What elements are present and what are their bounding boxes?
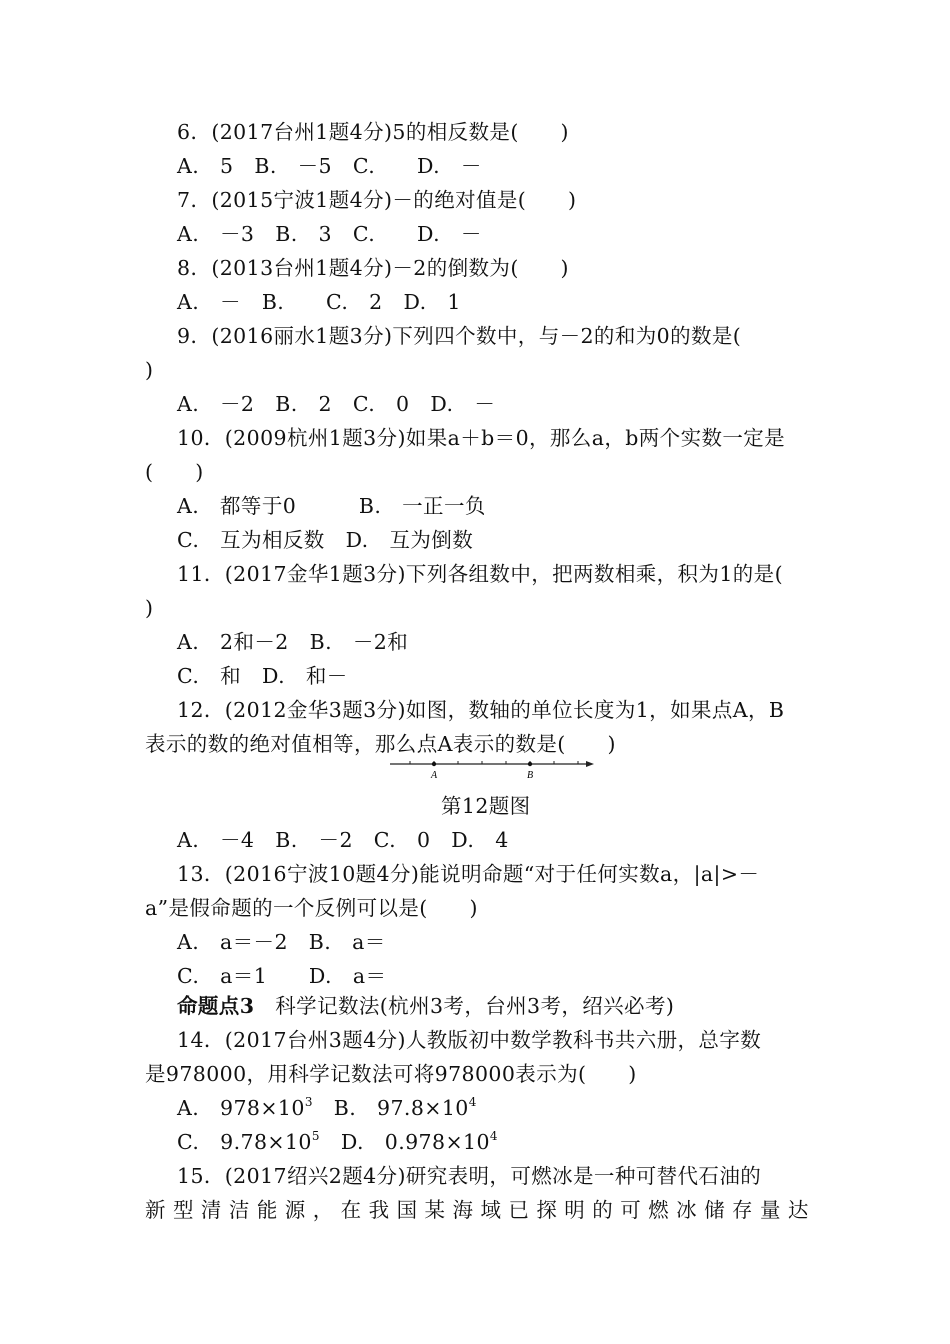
section-heading: [177, 989, 674, 1023]
number-line-figure: [388, 756, 598, 780]
point-b-dot: [528, 762, 532, 766]
q15-line2: [145, 1193, 809, 1227]
text-line: ): [145, 358, 154, 382]
text-line: 8．(2013台州1题4分)－2的倒数为( ): [177, 256, 569, 280]
point-b-label: B: [527, 770, 534, 780]
q14-line2: 是978000，用科学记数法可将978000表示为( ): [145, 1062, 637, 1086]
q15-char: 的: [592, 1198, 614, 1222]
q14-option-a-exp: 3: [304, 1095, 313, 1109]
text-line: A. － B. C. 2 D. 1: [177, 290, 461, 314]
q14-option-d-exp: 4: [489, 1129, 498, 1143]
q14-option-c-exp: 5: [311, 1129, 320, 1143]
text-line: 7．(2015宁波1题4分)－的绝对值是( ): [177, 188, 577, 212]
q14-option-c: C. 9.78×10: [177, 1130, 312, 1154]
text-line: A. 5 B. －5 C. D. －: [177, 154, 482, 178]
text-line: 11．(2017金华1题3分)下列各组数中，把两数相乘，积为1的是(: [177, 562, 783, 586]
q15-char: 储: [704, 1198, 725, 1222]
q15-char: 我: [368, 1198, 390, 1222]
q15-char: 清: [200, 1198, 222, 1222]
text-line: A. a＝－2 B. a＝: [177, 930, 386, 954]
q14-option-b: B. 97.8×10: [312, 1096, 469, 1120]
q15-char: 探: [536, 1198, 558, 1222]
section-label: 命题点3: [177, 994, 255, 1018]
q15-char: 能: [256, 1198, 278, 1222]
q14-option-b-exp: 4: [468, 1095, 477, 1109]
axis-arrow: [586, 761, 594, 767]
q14-option-a: A. 978×10: [177, 1096, 305, 1120]
text-line: 13．(2016宁波10题4分)能说明命题“对于任何实数a，|a|>－: [177, 862, 760, 886]
q15-char: 冰: [676, 1198, 698, 1222]
point-a-dot: [432, 762, 436, 766]
text-line: 6．(2017台州1题4分)5的相反数是( ): [177, 120, 569, 144]
text-line: A. －4 B. －2 C. 0 D. 4: [177, 828, 509, 852]
q15-char: ，: [312, 1198, 334, 1222]
q15-char: 域: [480, 1198, 502, 1222]
q15-char: 洁: [228, 1198, 250, 1222]
q14-options-ab: [177, 1091, 477, 1128]
q15-char: 燃: [648, 1198, 670, 1222]
q15-char: 在: [340, 1198, 362, 1222]
q15-char: 明: [564, 1198, 586, 1222]
text-line: 表示的数的绝对值相等，那么点A表示的数是( ): [145, 732, 616, 756]
q14-option-d: D. 0.978×10: [319, 1130, 490, 1154]
text-line: C. 互为相反数 D. 互为倒数: [177, 528, 474, 552]
text-line: A. 2和－2 B. －2和: [177, 630, 409, 654]
q15-char: 源: [284, 1198, 306, 1222]
q15-char: 已: [508, 1198, 530, 1222]
q15-char: 量: [759, 1198, 781, 1222]
q15-char: 新: [145, 1198, 166, 1222]
text-line: C. 和 D. 和－: [177, 664, 348, 688]
text-line: A. －3 B. 3 C. D. －: [177, 222, 482, 246]
q15-line1: 15．(2017绍兴2题4分)研究表明，可燃冰是一种可替代石油的: [177, 1164, 762, 1188]
text-line: 12．(2012金华3题3分)如图，数轴的单位长度为1，如果点A，B: [177, 698, 785, 722]
q15-char: 可: [620, 1198, 642, 1222]
section-text: 科学记数法(杭州3考，台州3考，绍兴必考): [254, 994, 675, 1018]
text-line: 9．(2016丽水1题3分)下列四个数中，与－2的和为0的数是(: [177, 324, 742, 348]
text-line: 10．(2009杭州1题3分)如果a＋b＝0，那么a，b两个实数一定是: [177, 426, 786, 450]
figure-caption: 第12题图: [441, 794, 531, 818]
q15-char: 海: [452, 1198, 474, 1222]
q15-char: 型: [172, 1198, 194, 1222]
text-line: ( ): [145, 460, 204, 484]
text-line: C. a＝1 D. a＝: [177, 964, 387, 988]
q15-char: 国: [396, 1198, 418, 1222]
q15-char: 存: [732, 1198, 753, 1222]
q15-char: 某: [424, 1198, 446, 1222]
text-line: A. －2 B. 2 C. 0 D. －: [177, 392, 496, 416]
q14-line1: 14．(2017台州3题4分)人教版初中数学教科书共六册，总字数: [177, 1028, 762, 1052]
point-a-label: A: [431, 770, 438, 780]
q14-options-cd: [177, 1125, 498, 1162]
text-line: A. 都等于0 B. 一正一负: [177, 494, 486, 518]
text-line: a”是假命题的一个反例可以是( ): [145, 896, 478, 920]
text-line: ): [145, 596, 154, 620]
q15-char: 达: [787, 1198, 809, 1222]
